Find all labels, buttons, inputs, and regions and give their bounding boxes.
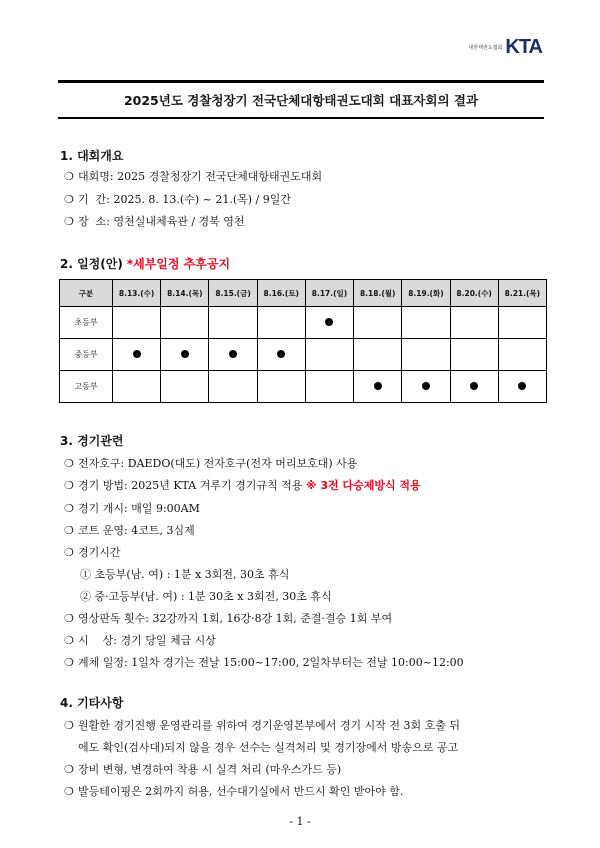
schedule-row — [60, 339, 547, 371]
schedule-row-label: 고등부 — [60, 371, 113, 403]
time-elementary: ① 초등부(남. 여) : 1분 x 3회전, 30초 휴식 — [80, 568, 290, 581]
schedule-cell — [257, 307, 305, 339]
schedule-row — [60, 371, 547, 403]
schedule-dot-icon — [422, 382, 430, 390]
section-1-heading: 1. 대회개요 — [60, 149, 124, 163]
schedule-row-label: 초등부 — [60, 307, 113, 339]
schedule-header-date: 8.21.(목) — [498, 280, 546, 307]
method-highlight: ※ 3전 다승제방식 적용 — [305, 479, 421, 492]
rule-method: ❍ 경기 방법: 2025년 KTA 겨루기 경기규칙 적용 ※ 3전 다승제방식 적용 — [64, 479, 421, 492]
etc-call: ❍ 원활한 경기진행 운영관리를 위하여 경기운영본부에서 경기 시작 전 3회 호출 뒤 — [64, 719, 460, 732]
schedule-cell — [354, 307, 402, 339]
schedule-cell — [450, 339, 498, 371]
schedule-header-date: 8.17.(일) — [305, 280, 353, 307]
schedule-cell — [402, 339, 450, 371]
schedule-cell — [113, 339, 161, 371]
etc-taping: ❍ 발등테이핑은 2회까지 허용, 선수대기실에서 반드시 확인 받아야 함. — [64, 785, 404, 798]
schedule-cell — [402, 307, 450, 339]
schedule-header-date: 8.14.(목) — [161, 280, 209, 307]
schedule-header-date: 8.19.(화) — [402, 280, 450, 307]
overview-period: ❍ 기 간: 2025. 8. 13.(수) ~ 21.(목) / 9일간 — [64, 193, 291, 206]
schedule-dot-icon — [518, 382, 526, 390]
schedule-dot-icon — [277, 350, 285, 358]
rule-start: ❍ 경기 개시: 매일 9:00AM — [64, 502, 200, 515]
rule-time: ❍ 경기시간 — [64, 546, 121, 559]
schedule-cell — [257, 371, 305, 403]
etc-call-cont: 에도 확인(검사대)되지 않을 경우 선수는 실격처리 및 경기장에서 방송으로 공고 — [78, 741, 459, 754]
logo-org-text: 대한태권도협회 — [468, 44, 503, 51]
rule-equipment: ❍ 전자호구: DAEDO(대도) 전자호구(전자 머리보호대) 사용 — [64, 457, 358, 470]
schedule-dot-icon — [229, 350, 237, 358]
schedule-dot-icon — [470, 382, 478, 390]
document-title: 2025년도 경찰청장기 전국단체대항태권도대회 대표자회의 결과 — [58, 80, 544, 119]
schedule-cell — [209, 371, 257, 403]
schedule-cell — [113, 307, 161, 339]
time-middle-high: ② 중·고등부(남. 여) : 1분 30초 x 3회전, 30초 휴식 — [80, 590, 332, 603]
schedule-header-date: 8.13.(수) — [113, 280, 161, 307]
schedule-header-label: 구분 — [60, 280, 113, 307]
schedule-cell — [450, 371, 498, 403]
rule-video-review: ❍ 영상판독 횟수: 32강까지 1회, 16강·8강 1회, 준결·결승 1회 부여 — [64, 612, 393, 625]
schedule-cell — [498, 339, 546, 371]
schedule-cell — [113, 371, 161, 403]
kta-logo — [469, 36, 542, 59]
schedule-cell — [209, 339, 257, 371]
schedule-cell — [354, 339, 402, 371]
schedule-cell — [161, 371, 209, 403]
schedule-cell — [354, 371, 402, 403]
schedule-cell — [402, 371, 450, 403]
schedule-header-date: 8.20.(수) — [450, 280, 498, 307]
schedule-cell — [305, 371, 353, 403]
schedule-cell — [305, 307, 353, 339]
schedule-cell — [257, 339, 305, 371]
rule-court: ❍ 코트 운영: 4코트, 3심제 — [64, 524, 195, 537]
schedule-header-date: 8.15.(금) — [209, 280, 257, 307]
schedule-cell — [161, 339, 209, 371]
schedule-cell — [161, 307, 209, 339]
section-3-heading: 3. 경기관련 — [60, 434, 124, 448]
overview-venue: ❍ 장 소: 영천실내체육관 / 경북 영천 — [64, 215, 245, 228]
schedule-header-date: 8.18.(월) — [354, 280, 402, 307]
schedule-cell — [209, 307, 257, 339]
schedule-cell — [305, 339, 353, 371]
schedule-dot-icon — [181, 350, 189, 358]
schedule-cell — [498, 307, 546, 339]
page-number: - 1 - — [289, 815, 311, 828]
rule-award: ❍ 시 상: 경기 당일 체급 시상 — [64, 634, 216, 647]
rule-weigh-in: ❍ 계체 일정: 1일차 경기는 전날 15:00~17:00, 2일차부터는 전날 10:00~12:00 — [64, 656, 464, 669]
etc-equipment: ❍ 장비 변형, 변경하여 착용 시 실격 처리 (마우스가드 등) — [64, 763, 342, 776]
schedule-header-date: 8.16.(토) — [257, 280, 305, 307]
schedule-row — [60, 307, 547, 339]
section-2-heading: 2. 일정(안) *세부일정 추후공지 — [60, 257, 231, 271]
overview-name: ❍ 대회명: 2025 경찰청장기 전국단체대항태권도대회 — [64, 170, 323, 183]
schedule-cell — [498, 371, 546, 403]
schedule-dot-icon — [325, 318, 333, 326]
section-4-heading: 4. 기타사항 — [60, 696, 124, 710]
schedule-dot-icon — [374, 382, 382, 390]
logo-abbr: KTA — [505, 36, 542, 58]
schedule-table — [59, 279, 547, 403]
schedule-note: *세부일정 추후공지 — [126, 257, 231, 271]
schedule-dot-icon — [133, 350, 141, 358]
schedule-cell — [450, 307, 498, 339]
schedule-row-label: 중등부 — [60, 339, 113, 371]
